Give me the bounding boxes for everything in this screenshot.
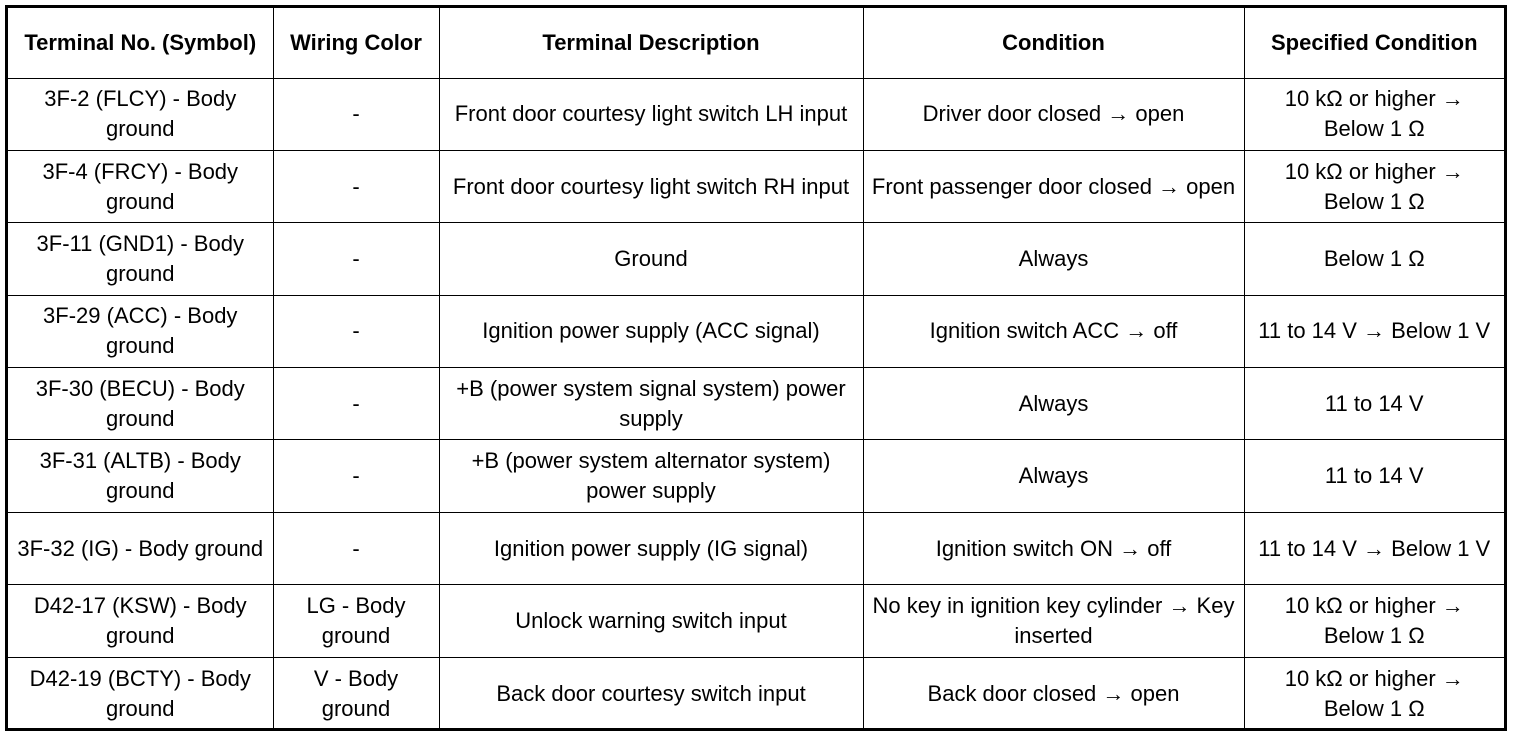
cell-wiring-color: -	[273, 512, 439, 584]
table-row	[8, 368, 1504, 440]
cell-terminal: D42-19 (BCTY) - Body ground	[8, 657, 273, 729]
header-wiring-color: Wiring Color	[273, 8, 439, 78]
table-row	[8, 78, 1504, 150]
cell-terminal: 3F-29 (ACC) - Body ground	[8, 295, 273, 367]
cell-description: Back door courtesy switch input	[439, 657, 863, 729]
cell-description: +B (power system signal system) power supply	[439, 368, 863, 440]
cell-specified: Below 1 Ω	[1244, 223, 1504, 295]
table-row	[8, 657, 1504, 729]
table-row	[8, 223, 1504, 295]
cell-condition: Always	[863, 368, 1244, 440]
cell-description: Ignition power supply (IG signal)	[439, 512, 863, 584]
cell-description: Front door courtesy light switch LH input	[439, 78, 863, 150]
cell-terminal: 3F-31 (ALTB) - Body ground	[8, 440, 273, 512]
cell-specified: 10 kΩ or higher → Below 1 Ω	[1244, 657, 1504, 729]
cell-condition: Ignition switch ACC → off	[863, 295, 1244, 367]
cell-wiring-color: -	[273, 368, 439, 440]
header-terminal-no: Terminal No. (Symbol)	[8, 8, 273, 78]
header-specified-condition: Specified Condition	[1244, 8, 1504, 78]
cell-specified: 10 kΩ or higher → Below 1 Ω	[1244, 585, 1504, 657]
cell-terminal: 3F-4 (FRCY) - Body ground	[8, 150, 273, 222]
table-row	[8, 295, 1504, 367]
cell-condition: Driver door closed → open	[863, 78, 1244, 150]
table-row	[8, 440, 1504, 512]
cell-specified: 10 kΩ or higher → Below 1 Ω	[1244, 78, 1504, 150]
cell-condition: Always	[863, 223, 1244, 295]
cell-specified: 11 to 14 V	[1244, 440, 1504, 512]
cell-condition: Front passenger door closed → open	[863, 150, 1244, 222]
terminal-table	[8, 8, 1504, 730]
cell-terminal: 3F-30 (BECU) - Body ground	[8, 368, 273, 440]
cell-wiring-color: -	[273, 223, 439, 295]
cell-condition: No key in ignition key cylinder → Key inserted	[863, 585, 1244, 657]
terminal-table-frame	[5, 5, 1507, 731]
cell-wiring-color: -	[273, 295, 439, 367]
table-row	[8, 150, 1504, 222]
cell-wiring-color: V - Body ground	[273, 657, 439, 729]
cell-specified: 11 to 14 V → Below 1 V	[1244, 295, 1504, 367]
cell-terminal: 3F-2 (FLCY) - Body ground	[8, 78, 273, 150]
cell-specified: 11 to 14 V → Below 1 V	[1244, 512, 1504, 584]
cell-condition: Back door closed → open	[863, 657, 1244, 729]
cell-wiring-color: LG - Body ground	[273, 585, 439, 657]
cell-description: Unlock warning switch input	[439, 585, 863, 657]
cell-condition: Ignition switch ON → off	[863, 512, 1244, 584]
table-row	[8, 585, 1504, 657]
cell-description: +B (power system alternator system) power supply	[439, 440, 863, 512]
cell-specified: 10 kΩ or higher → Below 1 Ω	[1244, 150, 1504, 222]
cell-terminal: 3F-11 (GND1) - Body ground	[8, 223, 273, 295]
cell-terminal: 3F-32 (IG) - Body ground	[8, 512, 273, 584]
header-row	[8, 8, 1504, 78]
cell-wiring-color: -	[273, 440, 439, 512]
table-row	[8, 512, 1504, 584]
cell-description: Ground	[439, 223, 863, 295]
header-terminal-description: Terminal Description	[439, 8, 863, 78]
cell-wiring-color: -	[273, 150, 439, 222]
cell-description: Front door courtesy light switch RH input	[439, 150, 863, 222]
cell-description: Ignition power supply (ACC signal)	[439, 295, 863, 367]
cell-specified: 11 to 14 V	[1244, 368, 1504, 440]
cell-condition: Always	[863, 440, 1244, 512]
cell-terminal: D42-17 (KSW) - Body ground	[8, 585, 273, 657]
cell-wiring-color: -	[273, 78, 439, 150]
header-condition: Condition	[863, 8, 1244, 78]
